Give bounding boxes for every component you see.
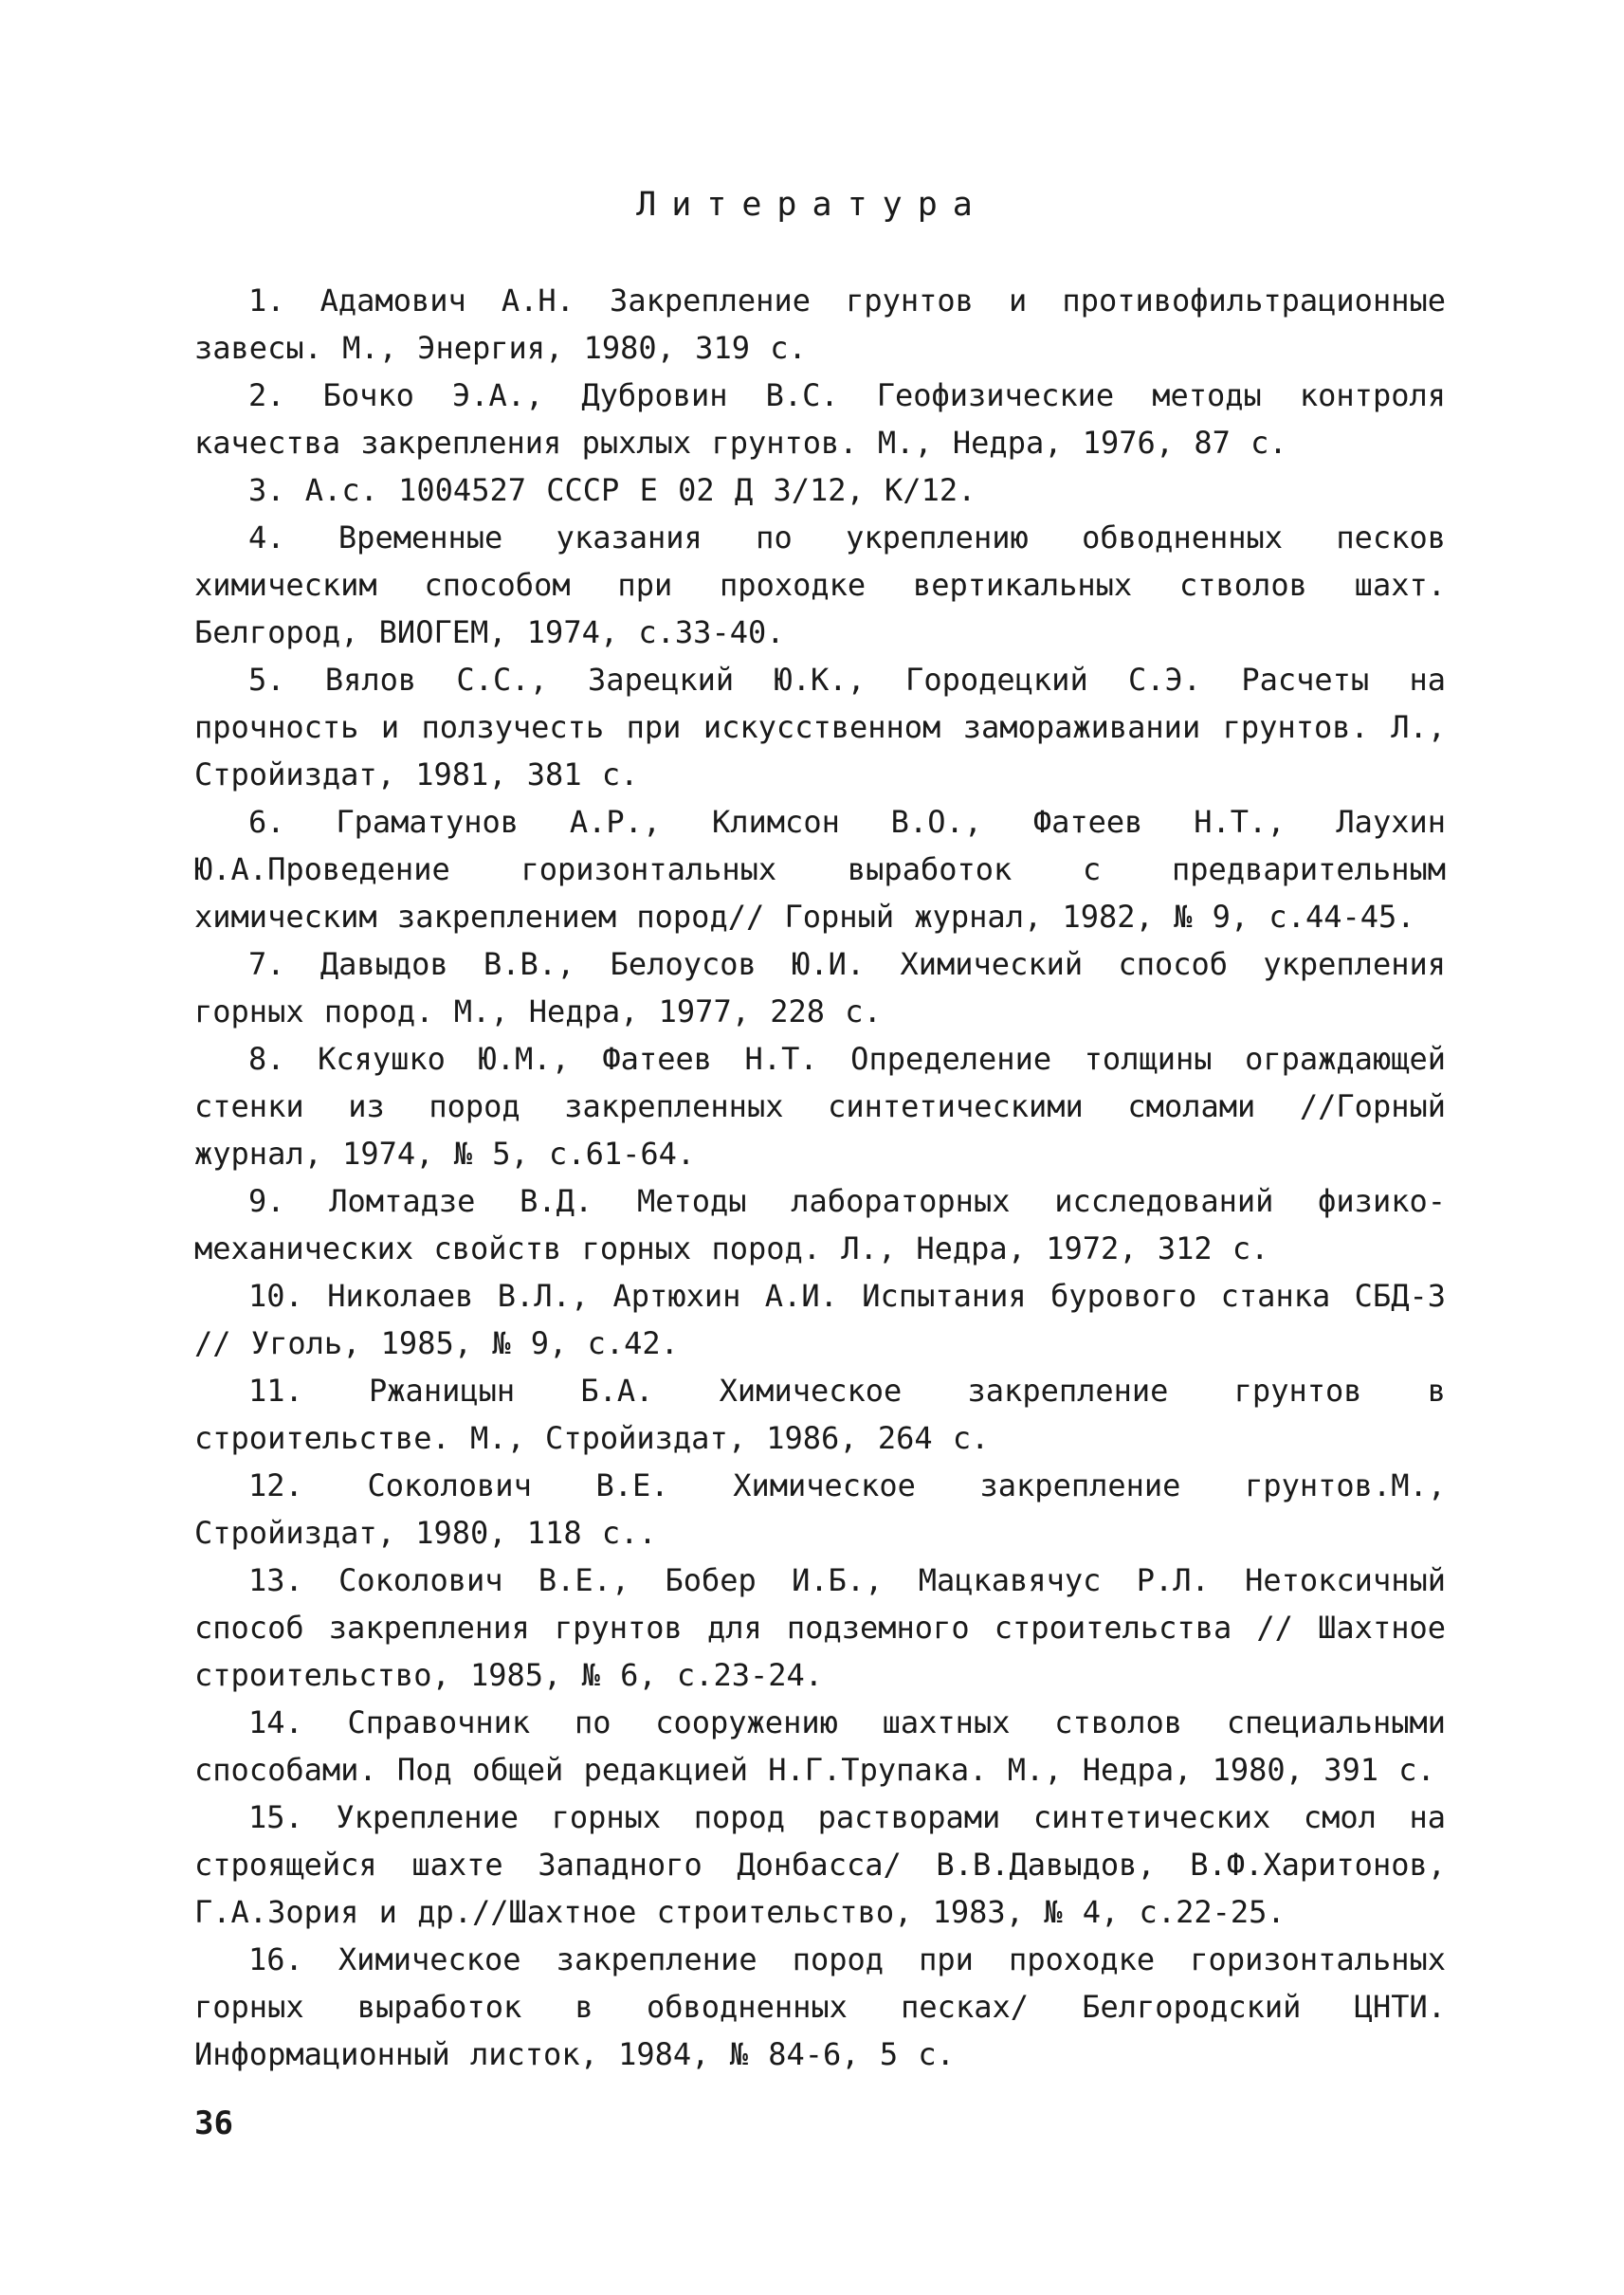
reference-item-15: 15. Укрепление горных пород растворами синтетических смол на строящейся шахте Западного Донбасса/ В.В.Давыдов, В.Ф.Харитонов, Г.А.Зория и др.//Шахтное строительство, 1983, № 4, с.22-25. bbox=[194, 1799, 1446, 1930]
reference-item-3: 3. А.с. 1004527 СССР Е 02 Д 3/12, К/12. bbox=[248, 472, 976, 508]
reference-item-2: 2. Бочко Э.А., Дубровин В.С. Геофизические методы контроля качества закрепления рыхлых грунтов. М., Недра, 1976, 87 с. bbox=[194, 377, 1446, 461]
reference-item-10: 10. Николаев В.Л., Артюхин А.И. Испытания бурового станка СБД-3 // Уголь, 1985, № 9, с.42. bbox=[194, 1278, 1446, 1361]
page-title: Литература bbox=[636, 186, 988, 224]
reference-item-5: 5. Вялов С.С., Зарецкий Ю.К., Городецкий С.Э. Расчеты на прочность и ползучесть при искусственном замораживании грунтов. Л., Стройиздат, 1981, 381 с. bbox=[194, 662, 1446, 792]
reference-item-7: 7. Давыдов В.В., Белоусов Ю.И. Химический способ укрепления горных пород. М., Недра, 1977, 228 с. bbox=[194, 946, 1446, 1029]
reference-item-14: 14. Справочник по сооружению шахтных стволов специальными способами. Под общей редакцией Н.Г.Трупака. М., Недра, 1980, 391 с. bbox=[194, 1704, 1446, 1788]
page-number: 36 bbox=[194, 2104, 233, 2142]
reference-item-11: 11. Ржаницын Б.А. Химическое закрепление грунтов в строительстве. М., Стройиздат, 1986, 264 с. bbox=[194, 1373, 1446, 1456]
reference-item-9: 9. Ломтадзе В.Д. Методы лабораторных исследований физико-механических свойств горных пород. Л., Недра, 1972, 312 с. bbox=[194, 1183, 1446, 1266]
reference-item-16: 16. Химическое закрепление пород при проходке горизонтальных горных выработок в обводненных песках/ Белгородский ЦНТИ. Информационный листок, 1984, № 84-6, 5 с. bbox=[194, 1941, 1446, 2072]
reference-item-4: 4. Временные указания по укреплению обводненных песков химическим способом при проходке вертикальных стволов шахт. Белгород, ВИОГЕМ, 1974, с.33-40. bbox=[194, 519, 1446, 650]
reference-item-8: 8. Ксяушко Ю.М., Фатеев Н.Т. Определение толщины ограждающей стенки из пород закрепленных синтетическими смолами //Горный журнал, 1974, № 5, с.61-64. bbox=[194, 1041, 1446, 1172]
reference-item-13: 13. Соколович В.Е., Бобер И.Б., Мацкавячус Р.Л. Нетоксичный способ закрепления грунтов для подземного строительства // Шахтное строительство, 1985, № 6, с.23-24. bbox=[194, 1562, 1446, 1693]
reference-item-1: 1. Адамович А.Н. Закрепление грунтов и противофильтрационные завесы. М., Энергия, 1980, 319 с. bbox=[194, 282, 1446, 366]
reference-item-12: 12. Соколович В.Е. Химическое закрепление грунтов.М., Стройиздат, 1980, 118 с.. bbox=[194, 1467, 1446, 1551]
reference-list bbox=[194, 277, 1446, 2078]
reference-item-6: 6. Граматунов А.Р., Климсон В.О., Фатеев Н.Т., Лаухин Ю.А.Проведение горизонтальных выработок с предварительным химическим закреплением пород// Горный журнал, 1982, № 9, с.44-45. bbox=[194, 804, 1446, 935]
